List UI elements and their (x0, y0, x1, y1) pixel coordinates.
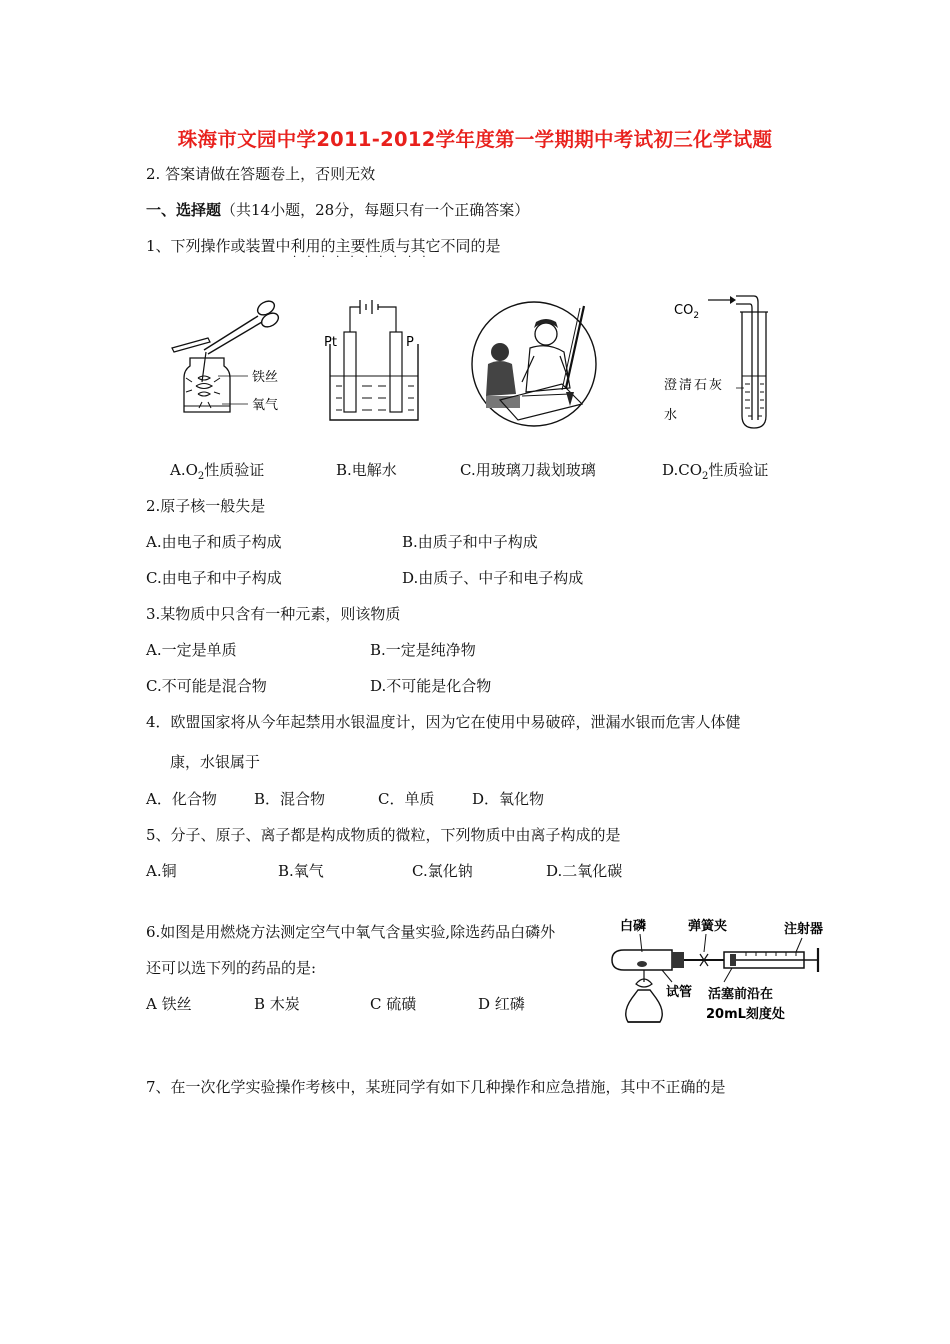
q5-option-a: A.铜 (146, 862, 177, 880)
fig-b-pt-left-label: Pt (324, 335, 337, 350)
q6-option-d: D 红磷 (478, 995, 525, 1013)
q2-option-c: C.由电子和中子构成 (146, 569, 282, 587)
q5-option-d: D.二氧化碳 (546, 862, 623, 880)
fig-a-oxygen-label: 氧气 (252, 398, 279, 413)
q6-fig-piston-label-1: 活塞前沿在 (708, 987, 774, 1002)
fig-b-pt-right-label: P (406, 335, 414, 350)
fig-d-co2-gas: CO (674, 303, 694, 318)
q1-fig-c-glass-cutting (470, 292, 600, 432)
q1-fig-d-co2-limewater (664, 286, 784, 436)
q1-option-c: C.用玻璃刀裁划玻璃 (460, 461, 596, 479)
q1-option-a-post: 性质验证 (204, 461, 265, 479)
q6-fig-phosphorus-label: 白磷 (620, 919, 647, 934)
q4-stem-line1: 4．欧盟国家将从今年起禁用水银温度计，因为它在使用中易破碎，泄漏水银而危害人体健 (146, 713, 741, 731)
q6-fig-syringe-label: 注射器 (784, 922, 824, 937)
q1-fig-a-iron-in-oxygen (168, 286, 288, 426)
q6-fig-oxygen-apparatus (606, 914, 842, 1032)
exam-note: 2. 答案请做在答题卷上，否则无效 (146, 165, 376, 183)
q3-option-a: A.一定是单质 (146, 641, 237, 659)
q1-fig-b-electrolysis (322, 294, 432, 424)
page-title: 珠海市文园中学2011-2012学年度第一学期期中考试初三化学试题 (177, 128, 773, 151)
q1-option-a-pre: A.O (170, 461, 198, 479)
q6-option-a: A 铁丝 (146, 995, 192, 1013)
q4-option-d: D．氧化物 (472, 790, 545, 808)
q1-emphasis-dots: ·········· (293, 252, 437, 263)
q3-option-b: B.一定是纯净物 (370, 641, 476, 659)
q1-option-a-sub: 2 (197, 471, 205, 482)
q4-option-c: C．单质 (378, 790, 435, 808)
q3-option-d: D.不可能是化合物 (370, 677, 492, 695)
q6-stem-line1: 6.如图是用燃烧方法测定空气中氧气含量实验,除选药品白磷外 (146, 923, 556, 941)
section-heading: 一、选择题 (146, 201, 222, 219)
q6-option-b: B 木炭 (254, 995, 300, 1013)
q5-option-c: C.氯化钠 (412, 862, 473, 880)
q7-stem: 7、在一次化学实验操作考核中，某班同学有如下几种操作和应急措施，其中不正确的是 (146, 1078, 726, 1096)
fig-d-co2-label (674, 303, 699, 321)
q2-option-a: A.由电子和质子构成 (146, 533, 282, 551)
q1-stem: 1、下列操作或装置中利用的主要性质与其它不同的是 (146, 237, 501, 255)
q2-stem: 2.原子核一般失是 (146, 497, 266, 515)
q6-fig-tube-label: 试管 (666, 985, 693, 1000)
q6-fig-piston-label-2: 20mL刻度处 (706, 1007, 785, 1022)
fig-d-co2-sub: 2 (693, 311, 700, 321)
q3-stem: 3.某物质中只含有一种元素，则该物质 (146, 605, 401, 623)
q3-option-c: C.不可能是混合物 (146, 677, 267, 695)
fig-d-limewater-label-1: 澄清石灰 (664, 378, 725, 393)
q6-stem-line2: 还可以选下列的药品的是: (146, 959, 317, 977)
q1-option-d-pre: D.CO (662, 461, 703, 479)
q1-option-a (170, 460, 264, 487)
q2-option-b: B.由质子和中子构成 (402, 533, 538, 551)
q4-option-a: A．化合物 (146, 790, 217, 808)
q1-option-d-post: 性质验证 (708, 461, 769, 479)
fig-d-limewater-label-2: 水 (664, 408, 678, 423)
q6-fig-clip-label: 弹簧夹 (688, 919, 728, 934)
section-header (146, 200, 529, 220)
q1-option-d (662, 460, 768, 487)
q5-option-b: B.氧气 (278, 862, 324, 880)
section-description: （共14小题，28分，每题只有一个正确答案） (221, 201, 530, 219)
q1-option-b: B.电解水 (336, 461, 397, 479)
q5-stem: 5、分子、原子、离子都是构成物质的微粒，下列物质中由离子构成的是 (146, 826, 621, 844)
q4-stem-line2: 康，水银属于 (170, 753, 261, 771)
q6-option-c: C 硫磺 (370, 995, 417, 1013)
q2-option-d: D.由质子、中子和电子构成 (402, 569, 584, 587)
fig-a-iron-wire-label: 铁丝 (252, 370, 279, 385)
q1-option-d-sub: 2 (702, 471, 709, 482)
q4-option-b: B．混合物 (254, 790, 326, 808)
